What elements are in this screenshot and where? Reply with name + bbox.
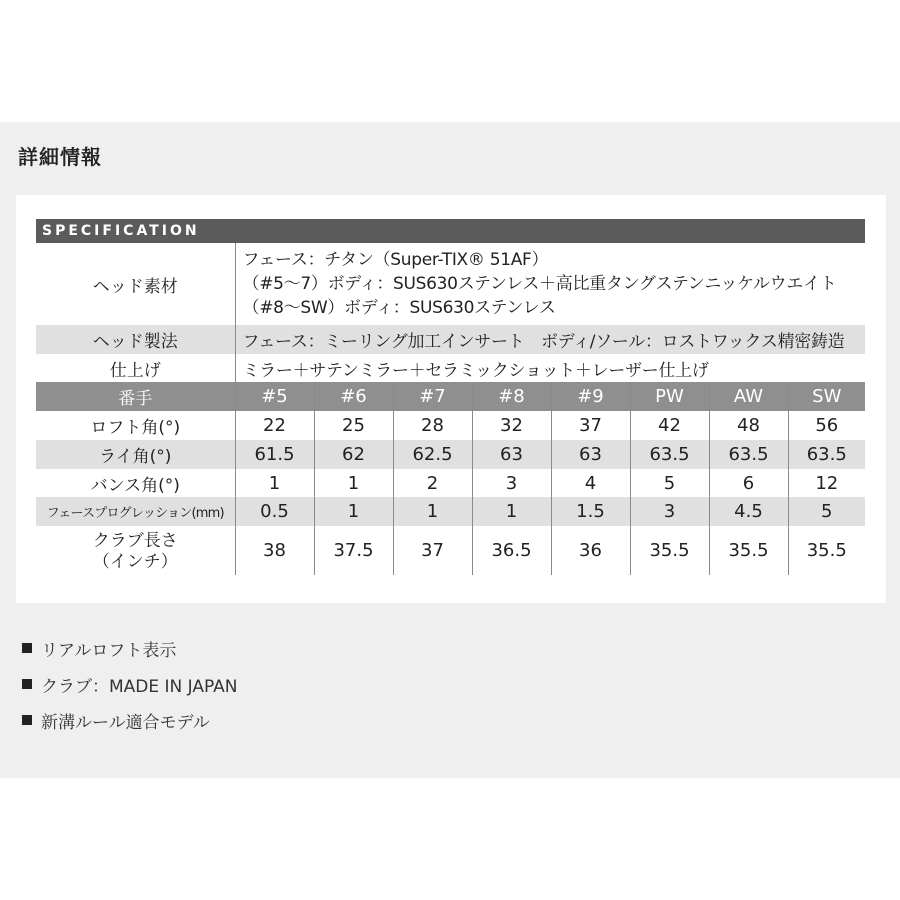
spec-table <box>36 243 865 575</box>
finish-value: ミラー＋サテンミラー＋セラミックショット＋レーザー仕上げ <box>242 360 709 381</box>
lie-cell: 63 <box>472 440 551 469</box>
club-length-cell: 35.5 <box>709 526 788 575</box>
square-bullet-icon <box>22 679 32 689</box>
progression-cell: 4.5 <box>709 497 788 526</box>
number-cell: #9 <box>551 382 630 411</box>
row-finish <box>36 354 865 382</box>
lie-label: ライ角(°) <box>36 440 235 469</box>
number-cell: #8 <box>472 382 551 411</box>
note-text: リアルロフト表示 <box>41 640 177 661</box>
number-cell: #6 <box>314 382 393 411</box>
bounce-cell: 2 <box>393 469 472 497</box>
club-length-cell: 36 <box>551 526 630 575</box>
loft-cell: 37 <box>551 411 630 440</box>
bounce-cell: 3 <box>472 469 551 497</box>
section-title: 詳細情報 <box>18 145 102 169</box>
row-loft <box>36 411 865 440</box>
head-material-line: フェース：チタン（Super-TIX® 51AF） <box>242 250 549 270</box>
club-length-cell: 36.5 <box>472 526 551 575</box>
loft-cell: 32 <box>472 411 551 440</box>
bounce-cell: 1 <box>314 469 393 497</box>
head-material-label: ヘッド素材 <box>36 243 235 325</box>
row-head-method <box>36 325 865 354</box>
club-length-label <box>36 526 235 575</box>
note-text: クラブ：MADE IN JAPAN <box>41 676 238 697</box>
progression-cell: 1.5 <box>551 497 630 526</box>
spec-header: SPECIFICATION <box>36 219 865 243</box>
loft-label: ロフト角(°) <box>36 411 235 440</box>
square-bullet-icon <box>22 643 32 653</box>
loft-cell: 48 <box>709 411 788 440</box>
loft-cell: 28 <box>393 411 472 440</box>
club-length-cell: 35.5 <box>630 526 709 575</box>
progression-cell: 1 <box>472 497 551 526</box>
club-length-cell: 37 <box>393 526 472 575</box>
row-lie <box>36 440 865 469</box>
bounce-cell: 5 <box>630 469 709 497</box>
note-text: 新溝ルール適合モデル <box>41 712 210 733</box>
head-material-line: （#5～7）ボディ：SUS630ステンレス＋高比重タングステンニッケルウエイト <box>242 274 837 294</box>
row-head-material <box>36 243 865 325</box>
loft-cell: 42 <box>630 411 709 440</box>
bounce-cell: 1 <box>235 469 314 497</box>
bounce-cell: 6 <box>709 469 788 497</box>
note-item <box>22 666 238 702</box>
note-item <box>22 702 238 738</box>
club-length-cell: 37.5 <box>314 526 393 575</box>
progression-cell: 1 <box>393 497 472 526</box>
number-cell: #5 <box>235 382 314 411</box>
progression-cell: 1 <box>314 497 393 526</box>
bounce-cell: 12 <box>815 472 839 494</box>
bounce-label: バンス角(°) <box>36 469 235 497</box>
row-progression <box>36 497 865 526</box>
number-cell: AW <box>709 382 788 411</box>
club-length-label-line2: （インチ） <box>92 552 178 572</box>
progression-cell: 3 <box>630 497 709 526</box>
lie-cell: 62.5 <box>393 440 472 469</box>
lie-cell: 61.5 <box>235 440 314 469</box>
bounce-cell: 4 <box>551 469 630 497</box>
row-number <box>36 382 865 411</box>
row-bounce <box>36 469 865 497</box>
number-cell: #7 <box>393 382 472 411</box>
progression-label: フェースプログレッション(mm) <box>36 497 235 526</box>
club-length-cell: 38 <box>235 526 314 575</box>
lie-cell: 63.5 <box>630 440 709 469</box>
progression-cell: 0.5 <box>235 497 314 526</box>
club-length-cell: 35.5 <box>806 540 847 561</box>
number-cell: PW <box>630 382 709 411</box>
square-bullet-icon <box>22 715 32 725</box>
head-material-line: （#8～SW）ボディ：SUS630ステンレス <box>242 298 556 318</box>
loft-cell: 25 <box>314 411 393 440</box>
lie-cell: 63.5 <box>709 440 788 469</box>
lie-cell: 62 <box>314 440 393 469</box>
notes-list <box>22 630 238 738</box>
head-method-label: ヘッド製法 <box>36 325 235 354</box>
number-label: 番手 <box>36 382 235 411</box>
finish-label: 仕上げ <box>36 354 235 382</box>
loft-cell: 56 <box>815 415 839 436</box>
loft-cell: 22 <box>235 411 314 440</box>
head-method-value: フェース：ミーリング加工インサート ボディ/ソール：ロストワックス精密鋳造 <box>235 325 865 354</box>
lie-cell: 63.5 <box>788 440 865 469</box>
note-item <box>22 630 238 666</box>
club-length-label-line1: クラブ長さ <box>92 531 178 551</box>
row-club-length <box>36 526 865 575</box>
progression-cell: 5 <box>788 497 865 526</box>
number-cell: SW <box>788 382 865 411</box>
lie-cell: 63 <box>551 440 630 469</box>
head-material-value <box>235 243 865 325</box>
